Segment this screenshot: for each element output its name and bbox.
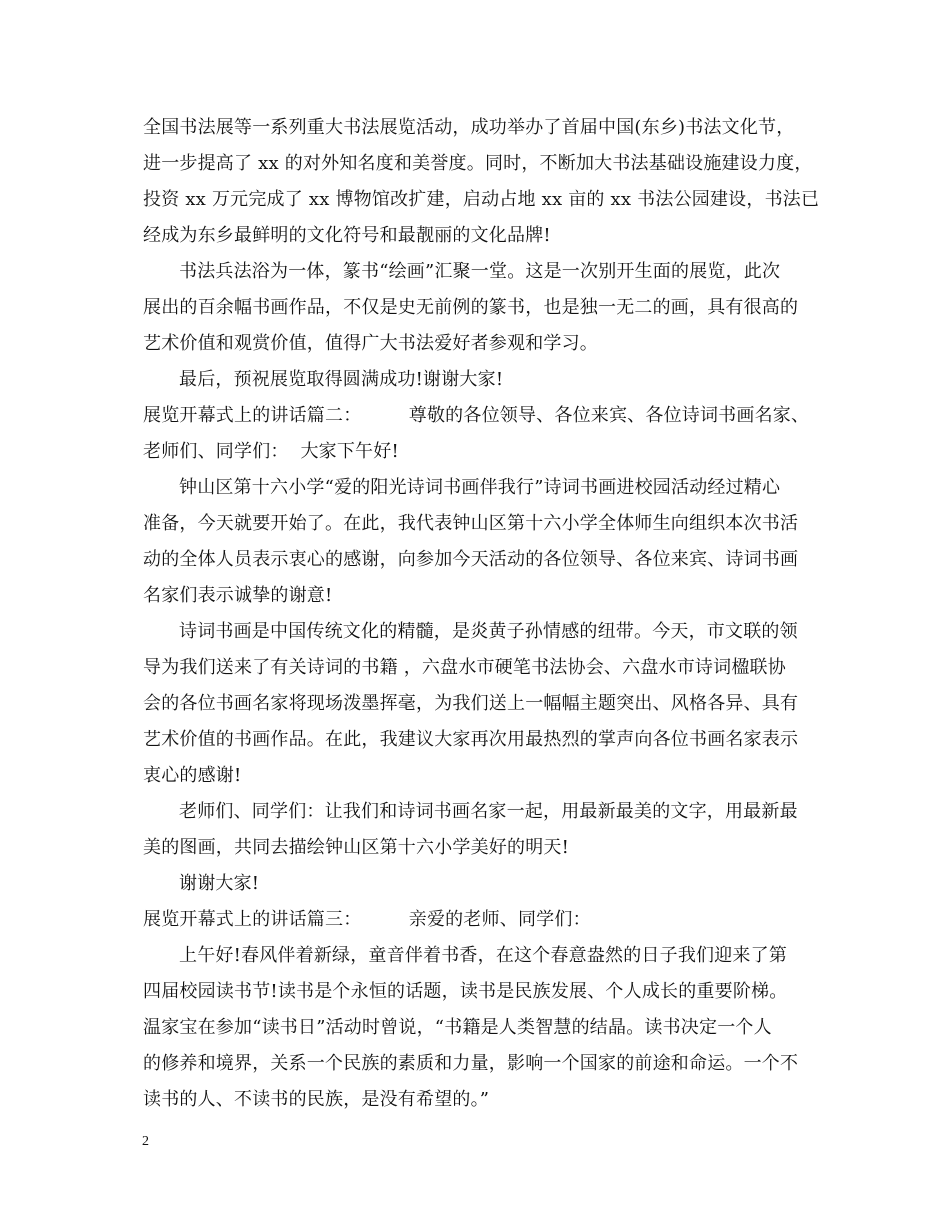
- body-line: 经成为东乡最鲜明的文化符号和最靓丽的文化品牌!: [143, 225, 551, 246]
- paragraph-start-line: 老师们、同学们：让我们和诗词书画名家一起，用最新最美的文字，用最新最: [179, 801, 798, 822]
- paragraph-start-line: 诗词书画是中国传统文化的精髓，是炎黄子孙情感的纽带。今天，市文联的领: [179, 621, 798, 642]
- paragraph-start-line: 上午好!春风伴着新绿，童音伴着书香，在这个春意盎然的日子我们迎来了第: [179, 945, 788, 966]
- body-line: 动的全体人员表示衷心的感谢，向参加今天活动的各位领导、各位来宾、诗词书画: [143, 549, 799, 570]
- paragraph-start-line: 最后，预祝展览取得圆满成功!谢谢大家!: [179, 369, 504, 390]
- body-line: 衷心的感谢!: [143, 765, 242, 786]
- body-line: 准备，今天就要开始了。在此，我代表钟山区第十六小学全体师生向组织本次书活: [143, 513, 799, 534]
- body-line: 全国书法展等一系列重大书法展览活动，成功举办了首届中国(东乡)书法文化节，: [143, 117, 795, 138]
- body-line: 进一步提高了 xx 的对外知名度和美誉度。同时，不断加大书法基础设施建设力度，: [143, 153, 813, 174]
- paragraph-start-line: 钟山区第十六小学“爱的阳光诗词书画伴我行”诗词书画进校园活动经过精心: [179, 477, 781, 498]
- section-heading-line: 展览开幕式上的讲话篇二： 尊敬的各位领导、各位来宾、各位诗词书画名家、: [143, 405, 810, 426]
- body-line: 名家们表示诚挚的谢意!: [143, 585, 333, 606]
- body-line: 四届校园读书节!读书是个永恒的话题，读书是民族发展、个人成长的重要阶梯。: [143, 981, 788, 1002]
- paragraph-start-line: 书法兵法浴为一体，篆书“绘画”汇聚一堂。这是一次别开生面的展览，此次: [179, 261, 781, 282]
- body-line: 美的图画，共同去描绘钟山区第十六小学美好的明天!: [143, 837, 570, 858]
- body-line: 会的各位书画名家将现场泼墨挥毫，为我们送上一幅幅主题突出、风格各异、具有: [143, 693, 799, 714]
- section-heading-line: 展览开幕式上的讲话篇三： 亲爱的老师、同学们：: [143, 909, 591, 930]
- body-line: 导为我们送来了有关诗词的书籍 ，六盘水市硬笔书法协会、六盘水市诗词楹联协: [143, 657, 786, 678]
- body-line: 温家宝在参加“读书日”活动时曾说，“书籍是人类智慧的结晶。读书决定一个人: [143, 1017, 772, 1038]
- body-line: 艺术价值的书画作品。在此，我建议大家再次用最热烈的掌声向各位书画名家表示: [143, 729, 799, 750]
- body-line: 读书的人、不读书的民族，是没有希望的。”: [143, 1089, 490, 1110]
- body-line: 展出的百余幅书画作品，不仅是史无前例的篆书，也是独一无二的画，具有很高的: [143, 297, 799, 318]
- document-body: [143, 110, 837, 1118]
- body-line: 投资 xx 万元完成了 xx 博物馆改扩建，启动占地 xx 亩的 xx 书法公园建设，书法已: [143, 189, 820, 210]
- page-number: 2: [142, 1134, 149, 1149]
- body-line: 的修养和境界，关系一个民族的素质和力量，影响一个国家的前途和命运。一个不: [143, 1053, 799, 1074]
- paragraph-start-line: 谢谢大家!: [179, 873, 260, 894]
- body-line: 艺术价值和观赏价值，值得广大书法爱好者参观和学习。: [143, 333, 598, 354]
- body-line: 老师们、同学们： 大家下午好!: [143, 441, 399, 462]
